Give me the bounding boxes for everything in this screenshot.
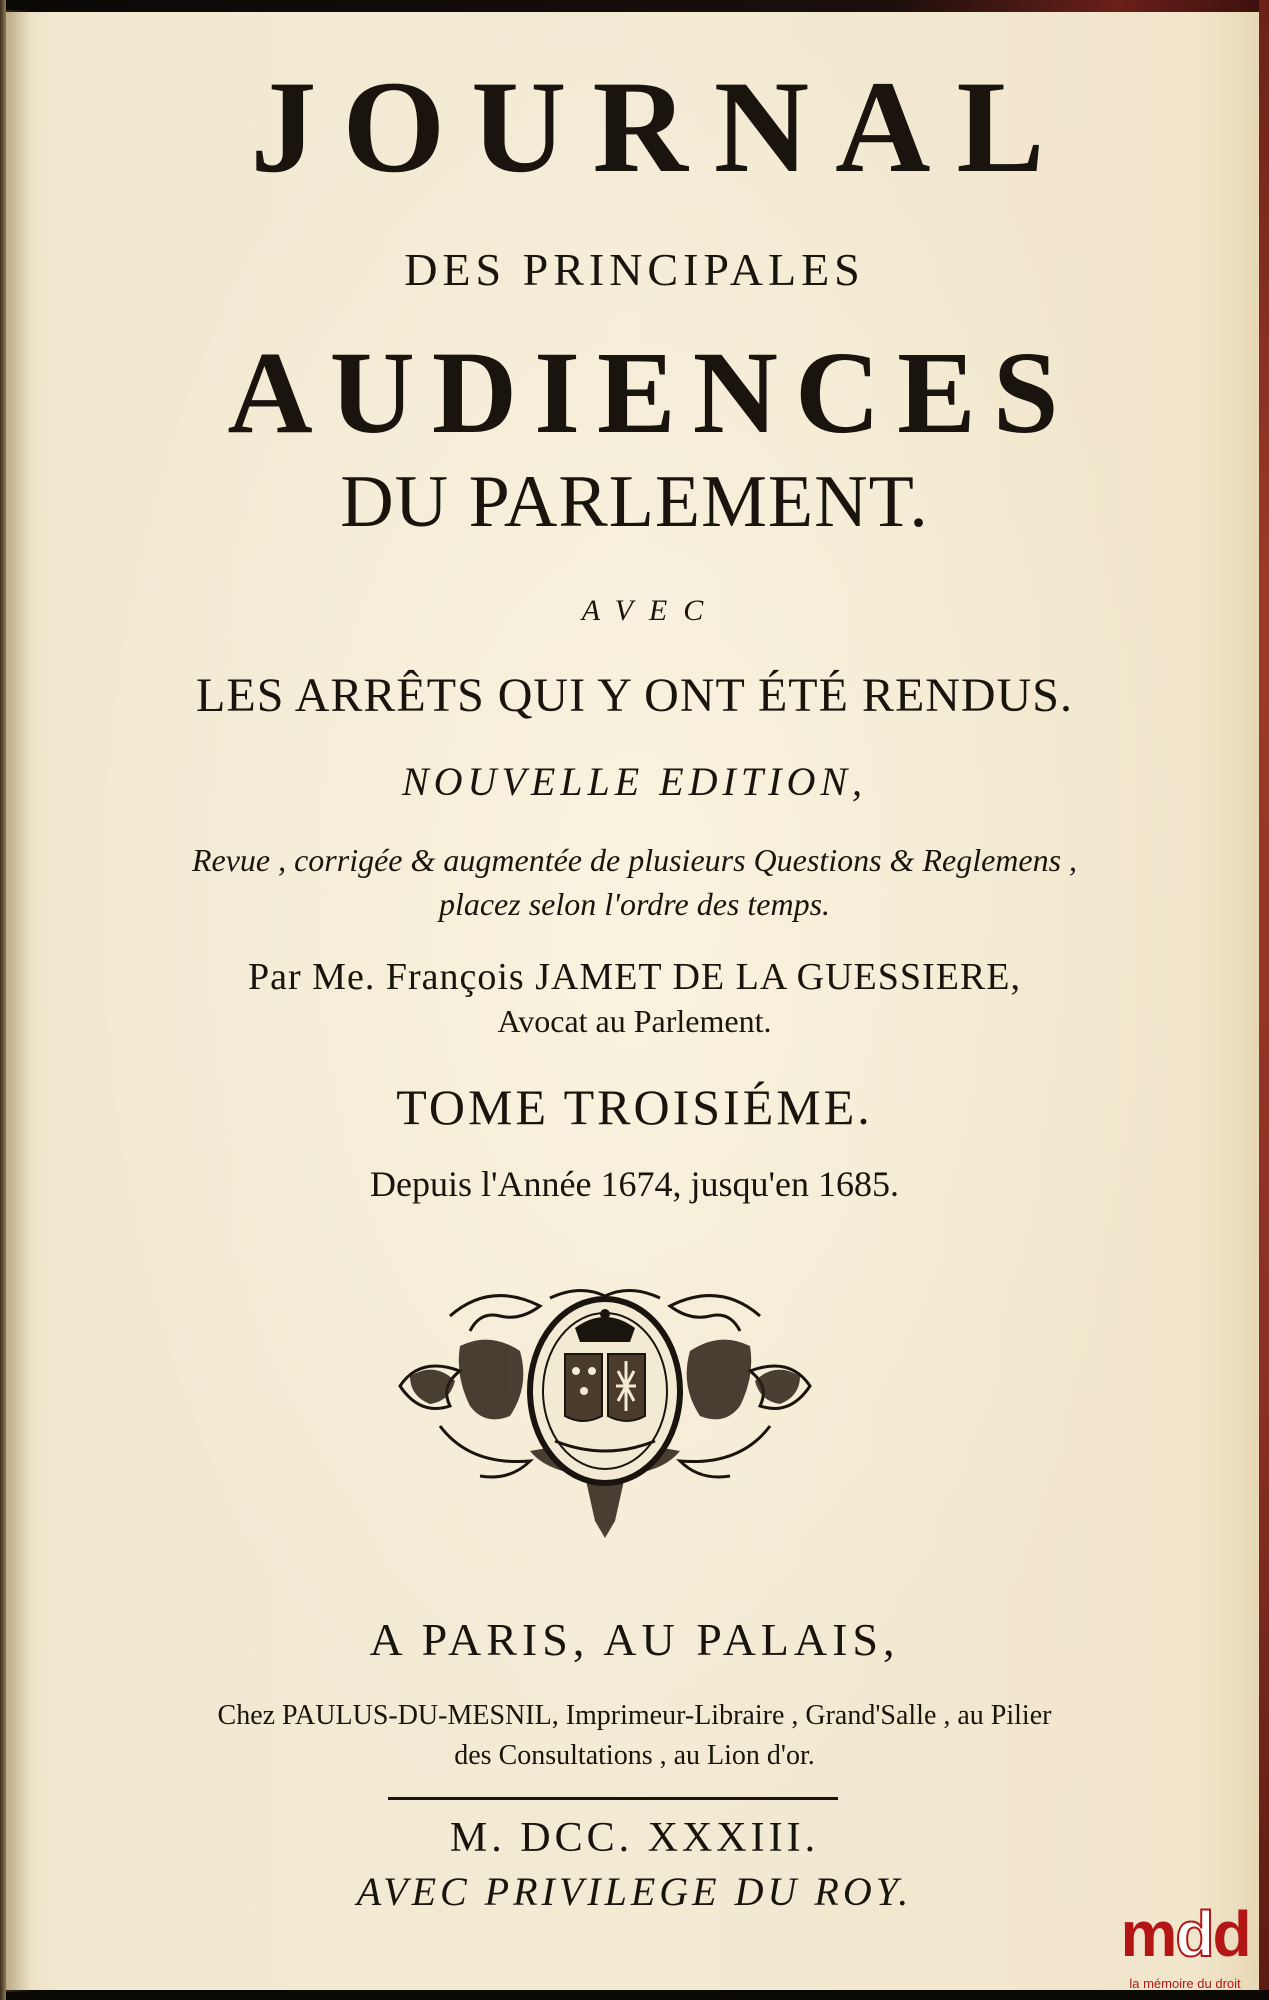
- mdd-logo: [1110, 1896, 1260, 1994]
- horizontal-rule: [388, 1797, 838, 1800]
- title-du-parlement: DU PARLEMENT.: [340, 461, 929, 543]
- title-des-principales: DES PRINCIPALES: [404, 244, 865, 295]
- royal-privilege: AVEC PRIVILEGE DU ROY.: [356, 1869, 913, 1914]
- edition-statement: NOUVELLE EDITION,: [401, 759, 868, 804]
- printer-line-2: des Consultations , au Lion d'or.: [454, 1740, 815, 1771]
- title-avec: AVEC: [581, 594, 720, 627]
- revision-note-line-1: Revue , corrigée & augmentée de plusieurs Questions & Reglemens ,: [191, 842, 1078, 878]
- date-range: Depuis l'Année 1674, jusqu'en 1685.: [370, 1164, 899, 1204]
- title-arrets: LES ARRÊTS QUI Y ONT ÉTÉ RENDUS.: [196, 669, 1073, 722]
- mdd-logo-text: mdd: [1120, 1898, 1250, 1970]
- volume-title: TOME TROISIÉME.: [396, 1079, 873, 1135]
- binding-gutter: [6, 10, 32, 1992]
- page-border-top: [0, 0, 1269, 12]
- title-audiences: AUDIENCES: [227, 327, 1076, 458]
- title-journal: JOURNAL: [250, 53, 1071, 200]
- author-line: Par Me. François JAMET DE LA GUESSIERE,: [248, 956, 1021, 998]
- imprint-place: A PARIS, AU PALAIS,: [369, 1614, 900, 1665]
- publication-year: M. DCC. XXXIII.: [449, 1815, 820, 1861]
- revision-note-line-2: placez selon l'ordre des temps.: [438, 886, 831, 922]
- mdd-logo-subtitle: la mémoire du droit: [1129, 1976, 1241, 1991]
- royal-coat-of-arms-ornament-icon: [380, 1276, 830, 1546]
- printer-line-1: Chez PAULUS-DU-MESNIL, Imprimeur-Libraire , Grand'Salle , au Pilier: [217, 1700, 1052, 1731]
- author-title: Avocat au Parlement.: [497, 1003, 772, 1039]
- page-border-bottom: [0, 1990, 1269, 2000]
